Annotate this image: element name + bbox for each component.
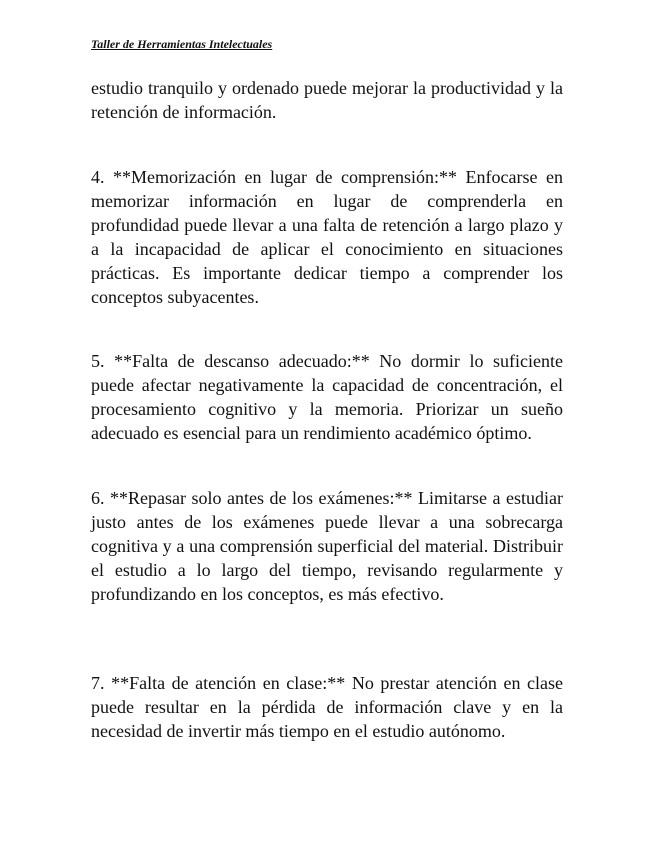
running-header: Taller de Herramientas Intelectuales	[91, 37, 273, 51]
paragraph-item-6: 6. **Repasar solo antes de los exámenes:** Limitarse a estudiar justo antes de los exámenes puede llevar a una sobrecarga cognitiva y a una comprensión superficial del material. Distribuir el estudio a lo largo del tiempo, revisando regularmente y profundizando en los conceptos, es más efectivo.	[91, 488, 563, 604]
paragraph-item-7: 7. **Falta de atención en clase:** No prestar atención en clase puede resultar en la pérdida de información clave y en la necesidad de invertir más tiempo en el estudio autónomo.	[91, 673, 563, 741]
paragraph-continuation: estudio tranquilo y ordenado puede mejorar la productividad y la retención de información.	[91, 78, 563, 122]
paragraph-item-4: 4. **Memorización en lugar de comprensión:** Enfocarse en memorizar información en lugar de comprenderla en profundidad puede llevar a una falta de retención a largo plazo y a la incapacidad de aplicar el conocimiento en situaciones prácticas. Es importante dedicar tiempo a comprender los conceptos subyacentes.	[91, 167, 563, 307]
paragraph-item-5: 5. **Falta de descanso adecuado:** No dormir lo suficiente puede afectar negativamente la capacidad de concentración, el procesamiento cognitivo y la memoria. Priorizar un sueño adecuado es esencial para un rendimiento académico óptimo.	[91, 351, 563, 443]
